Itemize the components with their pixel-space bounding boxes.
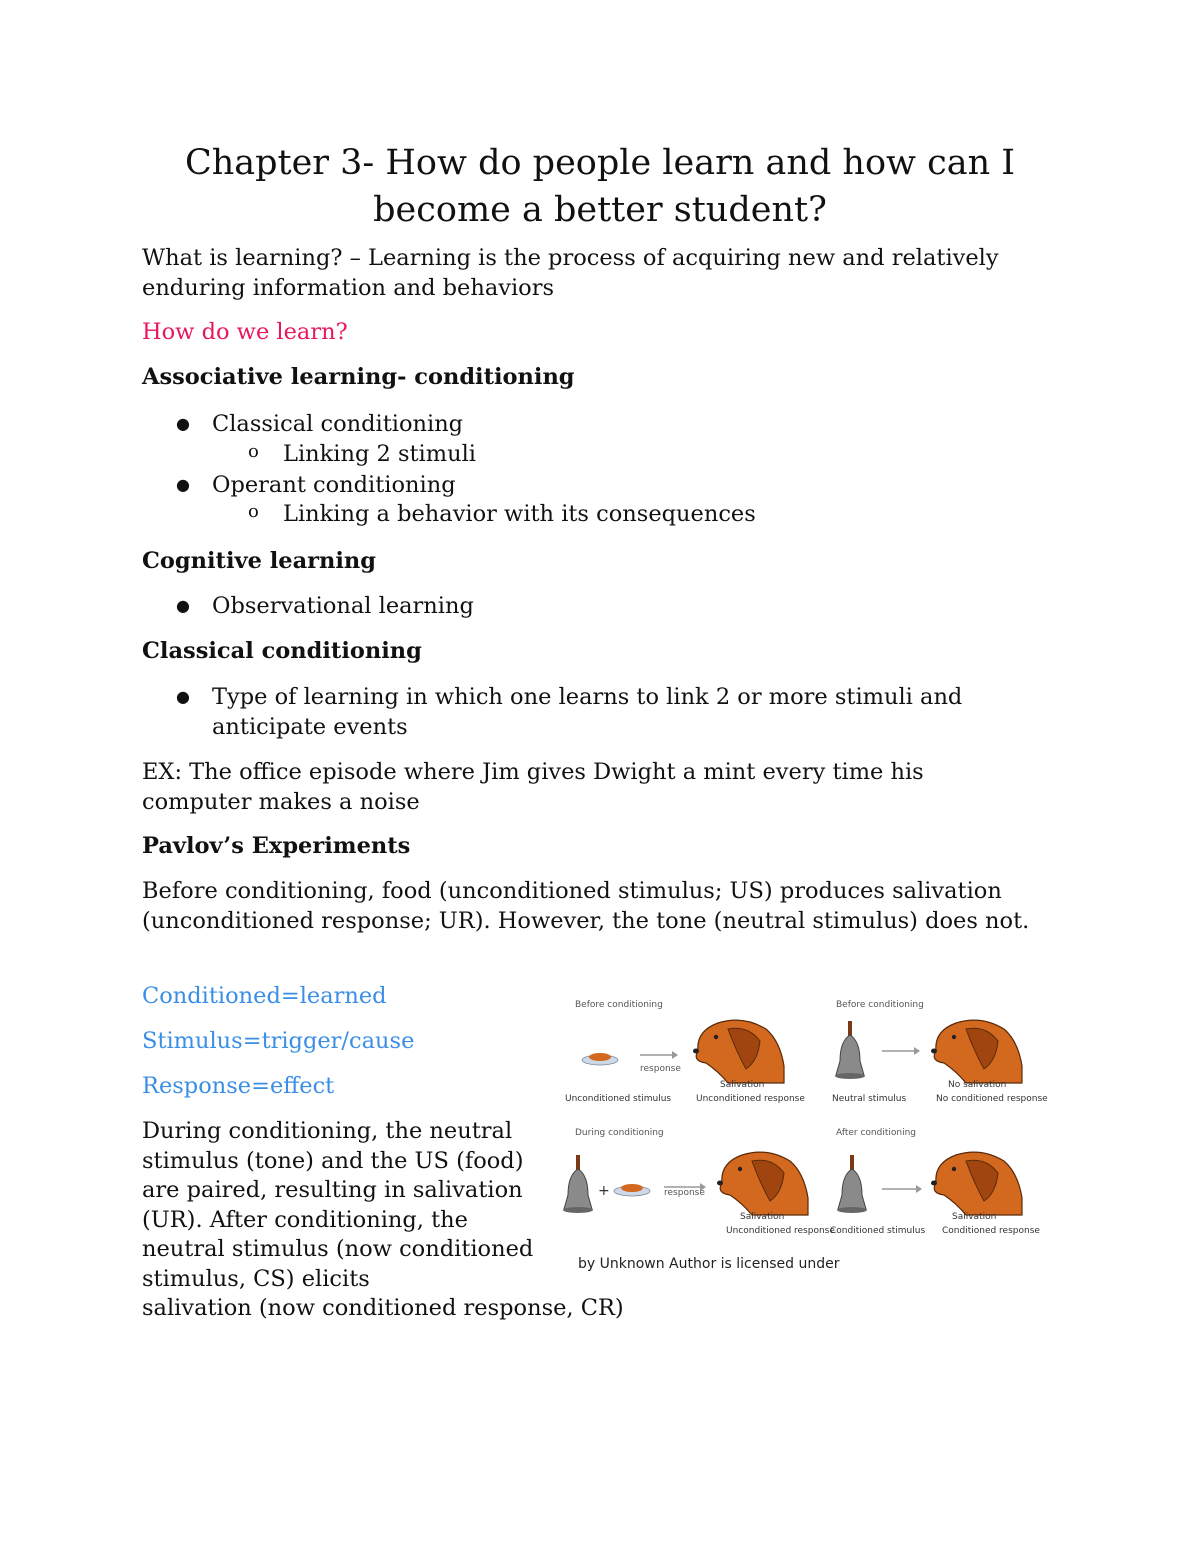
panel-title: During conditioning: [575, 1128, 664, 1138]
figure-caption: by Unknown Author is licensed under: [578, 1256, 840, 1272]
cognitive-heading: Cognitive learning: [142, 548, 377, 574]
classical-heading: Classical conditioning: [142, 638, 422, 664]
figure-label: Conditioned stimulus: [830, 1226, 926, 1236]
arrow-label: response: [664, 1188, 705, 1198]
list-item: Observational learning: [212, 593, 474, 619]
list-subitem: Linking 2 stimuli: [283, 441, 476, 467]
dog-icon: [931, 1020, 1022, 1083]
example-paragraph: EX: The office episode where Jim gives Dwight a mint every time his computer makes a noise: [142, 759, 924, 815]
food-icon: [582, 1053, 618, 1065]
figure-label: Unconditioned response: [726, 1226, 835, 1236]
circle-bullet-icon: o: [248, 501, 259, 522]
food-icon: [614, 1184, 650, 1196]
intro-paragraph: What is learning? – Learning is the process of acquiring new and relatively enduring information and behaviors: [142, 245, 999, 301]
definition-stimulus: Stimulus=trigger/cause: [142, 1028, 415, 1054]
panel-title: Before conditioning: [575, 1000, 663, 1010]
figure-label: No conditioned response: [936, 1094, 1048, 1104]
list-subitem: Linking a behavior with its consequences: [283, 501, 756, 527]
bullet-icon: ●: [176, 596, 190, 615]
figure-label: Unconditioned stimulus: [565, 1094, 672, 1104]
panel-title: After conditioning: [836, 1128, 917, 1138]
bullet-icon: ●: [176, 687, 190, 706]
bell-icon: [835, 1021, 865, 1079]
during-paragraph-end: salivation (now conditioned response, CR): [142, 1295, 624, 1321]
list-item: Classical conditioning: [212, 411, 464, 437]
figure-label: Neutral stimulus: [832, 1094, 907, 1104]
definition-conditioned: Conditioned=learned: [142, 983, 387, 1009]
list-item: Type of learning in which one learns to link 2 or more stimuli and anticipate events: [212, 684, 963, 740]
dog-icon: [931, 1152, 1022, 1215]
pavlov-heading: Pavlov’s Experiments: [142, 833, 411, 859]
figure-label: Unconditioned response: [696, 1094, 805, 1104]
figure-label: Salivation: [952, 1212, 997, 1222]
panel-title: Before conditioning: [836, 1000, 924, 1010]
bullet-icon: ●: [176, 475, 190, 494]
list-item: Operant conditioning: [212, 472, 456, 498]
circle-bullet-icon: o: [248, 441, 259, 462]
figure-label: Conditioned response: [942, 1226, 1040, 1236]
during-paragraph: During conditioning, the neutral stimulus (tone) and the US (food) are paired, resulting in salivation (UR). After conditioning, the neutral stimulus (now conditioned stimulus, CS) elicits: [142, 1118, 534, 1292]
pavlov-figure: [560, 995, 1048, 1245]
definition-response: Response=effect: [142, 1073, 335, 1099]
bullet-icon: ●: [176, 414, 190, 433]
figure-label: Salivation: [740, 1212, 785, 1222]
bell-icon: [563, 1155, 593, 1213]
plus-icon: +: [598, 1183, 610, 1199]
assoc-heading: Associative learning- conditioning: [142, 364, 575, 390]
figure-label: Salivation: [720, 1080, 765, 1090]
bell-icon: [837, 1155, 867, 1213]
arrow-label: response: [640, 1064, 681, 1074]
dog-icon: [717, 1152, 808, 1215]
pavlov-before-paragraph: Before conditioning, food (unconditioned stimulus; US) produces salivation (unconditioned response; UR). However, the tone (neutral stimulus) does not.: [142, 878, 1030, 934]
dog-icon: [693, 1020, 784, 1083]
page-title: Chapter 3- How do people learn and how can I become a better student?: [184, 143, 1016, 230]
how-heading: How do we learn?: [142, 319, 348, 345]
figure-label: No salivation: [948, 1080, 1007, 1090]
